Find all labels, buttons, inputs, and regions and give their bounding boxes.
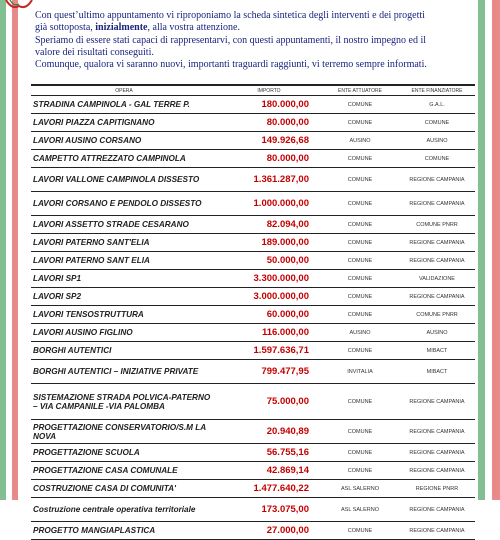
cell-opera: LAVORI CORSANO E PENDOLO DISSESTO <box>31 192 217 216</box>
table-row <box>31 150 475 168</box>
table-row <box>31 480 475 498</box>
cell-ente-finanziatore: COMUNE PNRR <box>399 216 475 234</box>
table-row <box>31 522 475 540</box>
cell-ente-finanziatore: AUSINO <box>399 324 475 342</box>
cell-ente-finanziatore: REGIONE PNRR <box>399 480 475 498</box>
cell-importo: 82.094,00 <box>217 216 321 234</box>
cell-ente-finanziatore: REGIONE CAMPANIA <box>399 498 475 522</box>
cell-opera: STRADINA CAMPINOLA - GAL TERRE P. <box>31 96 217 114</box>
cell-opera: PROGETTO MANGIAPLASTICA <box>31 522 217 540</box>
cell-importo: 27.000,00 <box>217 522 321 540</box>
cell-opera: LAVORI TENSOSTRUTTURA <box>31 306 217 324</box>
cell-opera: LAVORI SP1 <box>31 270 217 288</box>
cell-importo: 1.597.636,71 <box>217 342 321 360</box>
decorative-ribbon-right <box>478 0 500 500</box>
cell-opera: CAMPETTO ATTREZZATO CAMPINOLA <box>31 150 217 168</box>
cell-ente-attuatore: COMUNE <box>321 420 399 444</box>
cell-ente-finanziatore: REGIONE CAMPANIA <box>399 384 475 420</box>
cell-ente-finanziatore: REGIONE CAMPANIA <box>399 462 475 480</box>
cell-opera: LAVORI VALLONE CAMPINOLA DISSESTO <box>31 168 217 192</box>
cell-ente-attuatore: COMUNE <box>321 342 399 360</box>
table-row <box>31 384 475 420</box>
cell-opera: BORGHI AUTENTICI – INIZIATIVE PRIVATE <box>31 360 217 384</box>
intro-line: valore dei risultati conseguiti. <box>35 46 154 58</box>
cell-importo: 75.000,00 <box>217 384 321 420</box>
cell-ente-attuatore: COMUNE <box>321 114 399 132</box>
cell-opera: SISTEMAZIONE STRADA POLVICA-PATERNO – VIA CAMPANILE -VIA PALOMBA <box>31 384 217 420</box>
projects-table <box>31 84 475 540</box>
cell-ente-finanziatore: REGIONE CAMPANIA <box>399 252 475 270</box>
cell-opera: LAVORI AUSINO CORSANO <box>31 132 217 150</box>
table-row <box>31 114 475 132</box>
cell-opera: COSTRUZIONE CASA DI COMUNITA' <box>31 480 217 498</box>
cell-ente-attuatore: ASL SALERNO <box>321 498 399 522</box>
cell-ente-finanziatore: G.A.L. <box>399 96 475 114</box>
cell-ente-finanziatore: REGIONE CAMPANIA <box>399 192 475 216</box>
cell-opera: LAVORI AUSINO FIGLINO <box>31 324 217 342</box>
decorative-ribbon-left <box>0 0 18 500</box>
table-row <box>31 462 475 480</box>
cell-opera: BORGHI AUTENTICI <box>31 342 217 360</box>
cell-ente-finanziatore: REGIONE CAMPANIA <box>399 444 475 462</box>
table-row <box>31 96 475 114</box>
cell-ente-attuatore: COMUNE <box>321 192 399 216</box>
cell-ente-finanziatore: REGIONE CAMPANIA <box>399 522 475 540</box>
cell-importo: 60.000,00 <box>217 306 321 324</box>
column-header-importo: IMPORTO <box>217 85 321 96</box>
table-header-row <box>31 85 475 96</box>
cell-ente-finanziatore: COMUNE PNRR <box>399 306 475 324</box>
cell-importo: 20.940,89 <box>217 420 321 444</box>
cell-ente-finanziatore: VALIDAZIONE <box>399 270 475 288</box>
intro-line: Comunque, qualora vi saranno nuovi, importanti traguardi raggiunti, vi terremo sempre informati. <box>35 59 427 71</box>
table-row <box>31 288 475 306</box>
cell-opera: LAVORI ASSETTO STRADE CESARANO <box>31 216 217 234</box>
table-row <box>31 306 475 324</box>
cell-ente-finanziatore: REGIONE CAMPANIA <box>399 168 475 192</box>
cell-importo: 173.075,00 <box>217 498 321 522</box>
cell-ente-attuatore: COMUNE <box>321 444 399 462</box>
cell-ente-attuatore: ASL SALERNO <box>321 480 399 498</box>
cell-ente-attuatore: COMUNE <box>321 216 399 234</box>
cell-importo: 80.000,00 <box>217 150 321 168</box>
cell-importo: 80.000,00 <box>217 114 321 132</box>
table-row <box>31 360 475 384</box>
cell-ente-finanziatore: COMUNE <box>399 150 475 168</box>
cell-importo: 1.477.640,22 <box>217 480 321 498</box>
intro-text <box>35 10 475 71</box>
intro-line: Con quest’ultimo appuntamento vi riproponiamo la scheda sintetica degli interventi e dei progetti <box>35 10 425 21</box>
cell-ente-finanziatore: REGIONE CAMPANIA <box>399 234 475 252</box>
cell-ente-finanziatore: AUSINO <box>399 132 475 150</box>
cell-ente-attuatore: COMUNE <box>321 234 399 252</box>
table-row <box>31 252 475 270</box>
cell-opera: LAVORI SP2 <box>31 288 217 306</box>
cell-opera: Costruzione centrale operativa territoriale <box>31 498 217 522</box>
column-header-opera: OPERA <box>31 85 217 96</box>
cell-opera: LAVORI PATERNO SANT'ELIA <box>31 234 217 252</box>
cell-importo: 50.000,00 <box>217 252 321 270</box>
table-row <box>31 270 475 288</box>
cell-ente-attuatore: COMUNE <box>321 462 399 480</box>
cell-ente-finanziatore: REGIONE CAMPANIA <box>399 288 475 306</box>
cell-opera: PROGETTAZIONE CONSERVATORIO/S.M LA NOVA <box>31 420 217 444</box>
table-row <box>31 132 475 150</box>
table-row <box>31 498 475 522</box>
intro-line: già sottoposta, inizialmente, alla vostra attenzione. <box>35 22 240 34</box>
cell-ente-finanziatore: COMUNE <box>399 114 475 132</box>
intro-line: Speriamo di essere stati capaci di rappresentarvi, con questi appuntamenti, il nostro impegno ed il <box>35 34 427 46</box>
cell-ente-attuatore: AUSINO <box>321 132 399 150</box>
column-header-ente-finanziatore: ENTE FINANZIATORE <box>399 85 475 96</box>
cell-ente-attuatore: COMUNE <box>321 288 399 306</box>
cell-importo: 180.000,00 <box>217 96 321 114</box>
cell-importo: 3.000.000,00 <box>217 288 321 306</box>
cell-ente-attuatore: AUSINO <box>321 324 399 342</box>
table-row <box>31 444 475 462</box>
cell-importo: 116.000,00 <box>217 324 321 342</box>
table-row <box>31 420 475 444</box>
cell-ente-attuatore: COMUNE <box>321 168 399 192</box>
table-row <box>31 168 475 192</box>
cell-importo: 149.926,68 <box>217 132 321 150</box>
column-header-ente-attuatore: ENTE ATTUATORE <box>321 85 399 96</box>
cell-ente-finanziatore: MIBACT <box>399 342 475 360</box>
table-row <box>31 192 475 216</box>
cell-ente-finanziatore: MIBACT <box>399 360 475 384</box>
cell-ente-finanziatore: REGIONE CAMPANIA <box>399 420 475 444</box>
cell-opera: LAVORI PATERNO SANT ELIA <box>31 252 217 270</box>
cell-opera: PROGETTAZIONE SCUOLA <box>31 444 217 462</box>
cell-ente-attuatore: COMUNE <box>321 270 399 288</box>
cell-importo: 56.755,16 <box>217 444 321 462</box>
cell-ente-attuatore: COMUNE <box>321 522 399 540</box>
cell-ente-attuatore: INVITALIA <box>321 360 399 384</box>
cell-ente-attuatore: COMUNE <box>321 384 399 420</box>
table-row <box>31 324 475 342</box>
cell-ente-attuatore: COMUNE <box>321 96 399 114</box>
cell-ente-attuatore: COMUNE <box>321 306 399 324</box>
cell-opera: PROGETTAZIONE CASA COMUNALE <box>31 462 217 480</box>
cell-ente-attuatore: COMUNE <box>321 150 399 168</box>
table-row <box>31 342 475 360</box>
cell-importo: 189.000,00 <box>217 234 321 252</box>
cell-importo: 1.361.287,00 <box>217 168 321 192</box>
table-row <box>31 216 475 234</box>
cell-importo: 42.869,14 <box>217 462 321 480</box>
table-row <box>31 234 475 252</box>
emblem-icon <box>4 0 34 10</box>
cell-opera: LAVORI PIAZZA CAPITIGNANO <box>31 114 217 132</box>
cell-ente-attuatore: COMUNE <box>321 252 399 270</box>
cell-importo: 799.477,95 <box>217 360 321 384</box>
cell-importo: 3.300.000,00 <box>217 270 321 288</box>
cell-importo: 1.000.000,00 <box>217 192 321 216</box>
